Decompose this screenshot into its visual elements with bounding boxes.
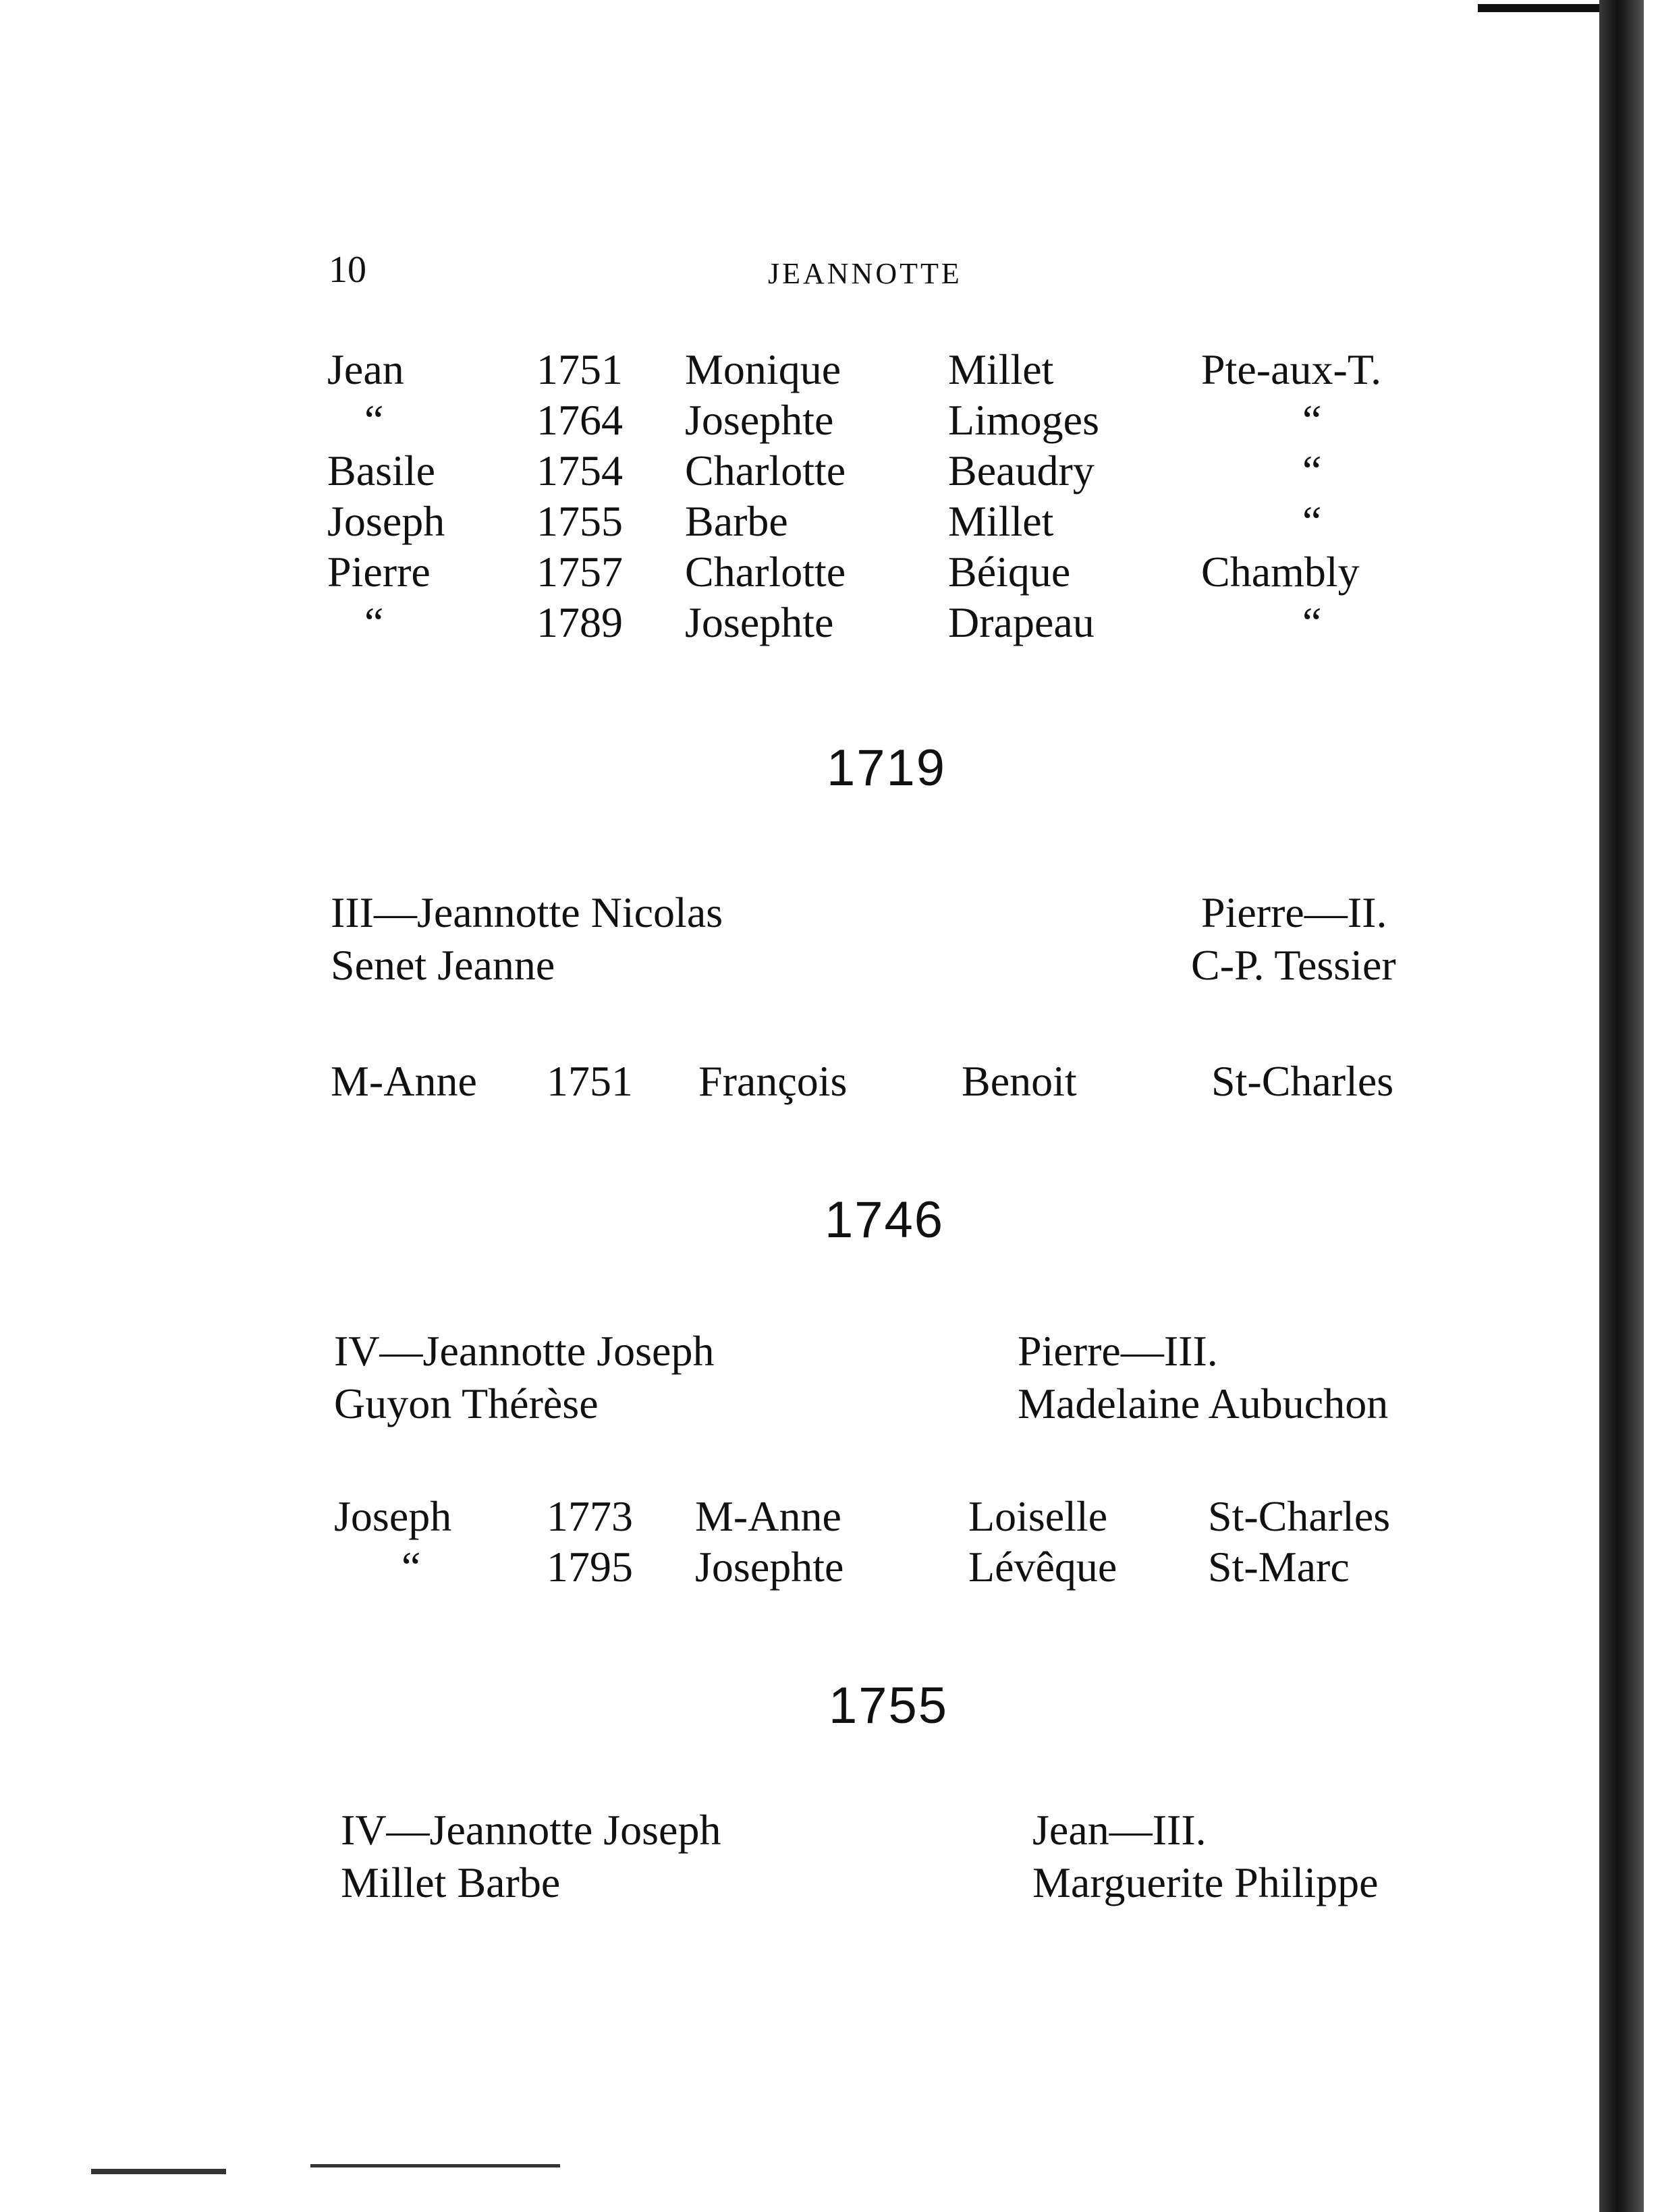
parish: Chambly [1201,548,1360,596]
scan-footer-mark [310,2164,560,2167]
parish: St-Marc [1208,1543,1350,1591]
entry-line-left: III—Jeannotte Nicolas [331,888,723,936]
child-name: Joseph [334,1492,452,1540]
child-name: Basile [327,447,435,494]
spouse-surname: Drapeau [948,598,1095,646]
spouse-first-name: Josephte [685,598,834,646]
child-name: “ [402,1543,421,1591]
spouse-surname: Beaudry [948,447,1095,494]
spouse-first-name: M-Anne [695,1492,841,1540]
section-year: 1755 [829,1677,949,1734]
child-name: Joseph [327,497,445,545]
marriage-year: 1751 [536,345,623,393]
spouse-first-name: Charlotte [685,447,846,494]
parish: “ [1302,396,1322,444]
spouse-surname: Millet [948,497,1054,545]
entry-line-left: Senet Jeanne [331,941,555,989]
spouse-surname: Loiselle [968,1492,1108,1540]
entry-line-right: Pierre—III. [1018,1327,1218,1375]
spouse-surname: Millet [948,345,1054,393]
child-name: “ [364,598,384,646]
scan-footer-mark [91,2169,226,2174]
spouse-first-name: Monique [685,345,841,393]
spouse-first-name: Charlotte [685,548,846,596]
marriage-year: 1789 [536,598,623,646]
child-name: Pierre [327,548,431,596]
section-year: 1719 [827,739,947,797]
entry-line-right: Madelaine Aubuchon [1018,1380,1389,1427]
spouse-surname: Béique [948,548,1071,596]
spouse-surname: Benoit [962,1057,1077,1105]
entry-line-right: Marguerite Philippe [1032,1859,1379,1906]
entry-line-right: Jean—III. [1032,1806,1207,1854]
entry-line-left: Guyon Thérèse [334,1380,599,1427]
parish: “ [1302,598,1322,646]
spouse-surname: Lévêque [968,1543,1117,1591]
parish: St-Charles [1211,1057,1394,1105]
parish: “ [1302,447,1322,494]
running-title: JEANNOTTE [768,257,962,290]
child-name: M-Anne [331,1057,477,1105]
page-number: 10 [329,249,366,291]
spouse-first-name: François [698,1057,848,1105]
spouse-surname: Limoges [948,396,1099,444]
scan-binding-edge [1599,0,1644,2212]
marriage-year: 1757 [536,548,623,596]
spouse-first-name: Josephte [695,1543,844,1591]
entry-line-left: IV—Jeannotte Joseph [341,1806,721,1854]
marriage-year: 1773 [547,1492,633,1540]
entry-line-right: Pierre—II. [1201,888,1387,936]
entry-line-left: Millet Barbe [341,1859,561,1906]
child-name: “ [364,396,384,444]
child-name: Jean [327,345,404,393]
marriage-year: 1764 [536,396,623,444]
marriage-year: 1751 [547,1057,633,1105]
entry-line-right: C-P. Tessier [1191,941,1396,989]
parish: Pte-aux-T. [1201,345,1382,393]
spouse-first-name: Josephte [685,396,834,444]
marriage-year: 1795 [547,1543,633,1591]
entry-line-left: IV—Jeannotte Joseph [334,1327,715,1375]
spouse-first-name: Barbe [685,497,788,545]
section-year: 1746 [825,1191,945,1249]
parish: St-Charles [1208,1492,1391,1540]
marriage-year: 1755 [536,497,623,545]
marriage-year: 1754 [536,447,623,494]
parish: “ [1302,497,1322,545]
